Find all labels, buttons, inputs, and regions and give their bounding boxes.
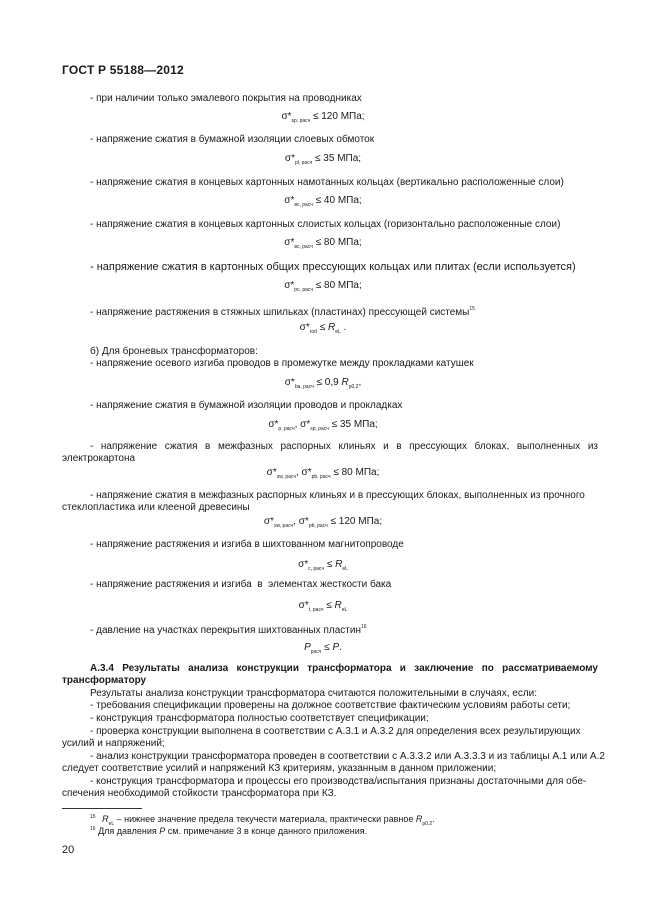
requirement-pressing-rings: - напряжение сжатия в картонных общих прессующих кольцах или плитах (если используется) [90, 261, 576, 273]
formula-10: $\sigma*_{sw, расч}$, $\sigma*_{pb, расч} \le 120$ МПа; [263, 516, 383, 529]
requirement-wedges-fiberglass-cont: стеклопластика или клееной древесины [62, 502, 250, 513]
requirement-wedges-pressboard: - напряжение сжатия в межфазных распорных клиньях и в прессующих блоках, выполненных из [90, 441, 598, 452]
section-a34-heading-cont: трансформатору [62, 675, 147, 686]
formula-1: $\sigma*_{sp, расч} \le 120$ МПа; [281, 111, 365, 124]
formula-6: $\sigma*_{rod} \le R_{eL}$ . [299, 322, 347, 335]
page-number: 20 [62, 844, 75, 856]
formula-5: $\sigma*_{рс, расч} \le 80$ МПа; [284, 280, 362, 293]
requirement-lamination-overlap: - давление на участках перекрытия шихтованных пластин$^{16}$ [90, 624, 367, 636]
result-item-analysis-cont: следует соответствие усилий и напряжений КЗ критериям, указанным в данном приложении; [62, 763, 497, 774]
requirement-paper-layer: - напряжение сжатия в бумажной изоляции слоевых обмоток [90, 134, 375, 145]
requirement-tie-rods: - напряжение растяжения в стяжных шпильках (пластинах) прессующей системы$^{15}$ [90, 306, 475, 318]
formula-7: $\sigma*_{ba, расч} \le 0,9$ $R_{p0,2}$, [284, 377, 362, 390]
formula-2: $\sigma*_{pl, расч} \le 35$ МПа; [284, 153, 362, 166]
requirement-wedges-pressboard-cont: электрокартона [62, 453, 136, 464]
results-intro: Результаты анализа конструкции трансформатора считаются положительными в случаях, если: [90, 688, 538, 699]
footnote-divider [62, 808, 142, 809]
requirement-end-rings-vertical: - напряжение сжатия в концевых картонных намотанных кольцах (вертикально расположенные слои) [90, 177, 564, 188]
formula-8: $\sigma*_{p, расч}$, $\sigma*_{sp, расч} \le 35$ МПа; [268, 419, 378, 432]
requirement-axial-bending: - напряжение осевого изгиба проводов в промежутке между прокладками катушек [90, 358, 474, 369]
formula-3: $\sigma*_{вс, расч} \le 40$ МПа; [284, 195, 362, 208]
requirement-tank-stiffeners: - напряжение растяжения и изгиба в элементах жесткости бака [90, 579, 392, 590]
shell-type-heading: б) Для броневых трансформаторов: [90, 346, 258, 357]
requirement-wedges-fiberglass: - напряжение сжатия в межфазных распорных клиньях и в прессующих блоках, выполненных из прочного [90, 490, 585, 501]
footnote-ref-16: 16 [360, 624, 367, 630]
section-a34-heading: А.3.4 Результаты анализа конструкции трансформатора и заключение по рассматриваемому [90, 663, 598, 674]
result-item-production-cont: спечения необходимой стойкости трансформатора при КЗ. [62, 788, 337, 799]
requirement-paper-conductors: - напряжение сжатия в бумажной изоляции проводов и прокладках [90, 400, 403, 411]
requirement-core: - напряжение растяжения и изгиба в шихтованном магнитопроводе [90, 539, 404, 550]
footnote-ref-15: 15 [469, 306, 475, 312]
standard-header: ГОСТ Р 55188—2012 [62, 63, 184, 77]
formula-11: $\sigma*_{c, расч} \le R_{eL}$ [298, 559, 348, 572]
result-item-analysis: - анализ конструкции трансформатора проведен в соответствии с А.3.3.2 или А.3.3.3 и из таблицы А.1 или А.2 [90, 751, 605, 762]
footnote-16: $^{16}$ Для давления P см. примечание 3 в конце данного приложения. [90, 826, 368, 836]
result-item-verification-cont: усилий и напряжений; [62, 738, 165, 749]
result-item-production: - конструкция трансформатора и процессы его производства/испытания признаны достаточными для обе- [90, 776, 587, 787]
formula-13: $P_{расч} \le P$. [304, 642, 342, 655]
formula-4: $\sigma*_{вс, расч} \le 80$ МПа; [284, 237, 362, 250]
result-item-verification: - проверка конструкции выполнена в соответствии с А.3.1 и А.3.2 для определения всех результирующих [90, 726, 581, 737]
result-item-compliance: - конструкция трансформатора полностью соответствует спецификации; [90, 713, 429, 724]
requirement-end-rings-horizontal: - напряжение сжатия в концевых картонных слоистых кольцах (горизонтально расположенные слои) [90, 219, 561, 230]
result-item-spec: - требования спецификации проверены на должное соответствие фактическим условиям работы сети; [90, 700, 571, 711]
requirement-enamel: - при наличии только эмалевого покрытия на проводниках [90, 93, 362, 104]
footnote-15: $^{15}$ $R_{eL}$ – нижнее значение предела текучести материала, практически равное $R_{p0,2}$. [90, 814, 435, 827]
formula-12: $\sigma*_{t, расч} \le R_{eL}$ [298, 600, 348, 613]
formula-9: $\sigma*_{sw, расч}$, $\sigma*_{pb, расч} \le 80$ МПа; [266, 467, 380, 480]
